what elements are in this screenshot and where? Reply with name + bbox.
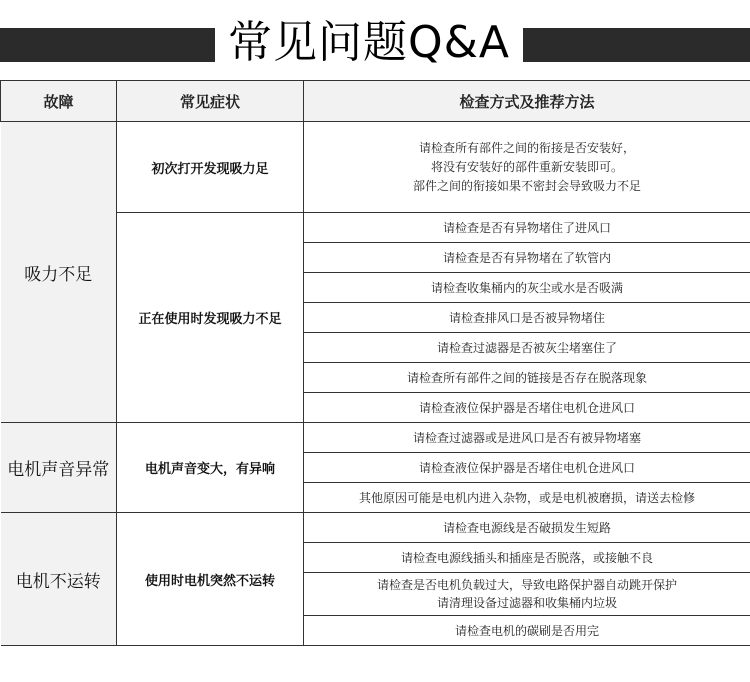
- method-cell: 请检查所有部件之间的链接是否存在脱落现象: [304, 363, 750, 393]
- method-cell: 请检查电机的碳刷是否用完: [304, 616, 750, 646]
- method-cell: 请检查过滤器是否被灰尘堵塞住了: [304, 333, 750, 363]
- method-line: 将没有安装好的部件重新安装即可。: [430, 159, 623, 174]
- header-symptom: 常见症状: [117, 81, 304, 122]
- fault-cell: 电机不运转: [1, 513, 117, 646]
- method-line: 请清理设备过滤器和收集桶内垃圾: [436, 596, 617, 610]
- method-cell: 请检查是否有异物堵在了软管内: [304, 243, 750, 273]
- symptom-cell: 正在使用时发现吸力不足: [117, 213, 304, 423]
- method-cell: 请检查电源线插头和插座是否脱落，或接触不良: [304, 543, 750, 573]
- page-title: 常见问题Q&A: [227, 17, 511, 68]
- title-banner: [0, 0, 750, 80]
- method-line: 请检查是否电机负载过大，导致电路保护器自动跳开保护: [376, 578, 677, 592]
- method-cell: 请检查液位保护器是否堵住电机仓进风口: [304, 393, 750, 423]
- method-cell: 请检查是否有异物堵住了进风口: [304, 213, 750, 243]
- table-row: [1, 513, 750, 543]
- table-row: [1, 122, 750, 213]
- method-cell: [304, 122, 750, 213]
- method-cell: 请检查收集桶内的灰尘或水是否吸满: [304, 273, 750, 303]
- method-cell: 请检查电源线是否破损发生短路: [304, 513, 750, 543]
- method-cell: 其他原因可能是电机内进入杂物，或是电机被磨损，请送去检修: [304, 483, 750, 513]
- method-line: 请检查所有部件之间的衔接是否安装好，: [418, 140, 635, 155]
- method-cell: 请检查液位保护器是否堵住电机仓进风口: [304, 453, 750, 483]
- method-cell: [304, 573, 750, 616]
- faq-table: [0, 80, 750, 646]
- table-row: [1, 423, 750, 453]
- method-cell: 请检查过滤器或是进风口是否有被异物堵塞: [304, 423, 750, 453]
- method-line: 部件之间的衔接如果不密封会导致吸力不足: [412, 178, 641, 193]
- title-bar-right-stripe: [523, 28, 750, 62]
- symptom-cell: 电机声音变大，有异响: [117, 423, 304, 513]
- fault-cell: 电机声音异常: [1, 423, 117, 513]
- symptom-cell: 初次打开发现吸力足: [117, 122, 304, 213]
- header-method: 检查方式及推荐方法: [304, 81, 750, 122]
- symptom-cell: 使用时电机突然不运转: [117, 513, 304, 646]
- table-header-row: [1, 81, 750, 122]
- method-cell: 请检查排风口是否被异物堵住: [304, 303, 750, 333]
- fault-cell: 吸力不足: [1, 122, 117, 423]
- title-bar-left-stripe: [0, 28, 215, 62]
- header-fault: 故障: [1, 81, 117, 122]
